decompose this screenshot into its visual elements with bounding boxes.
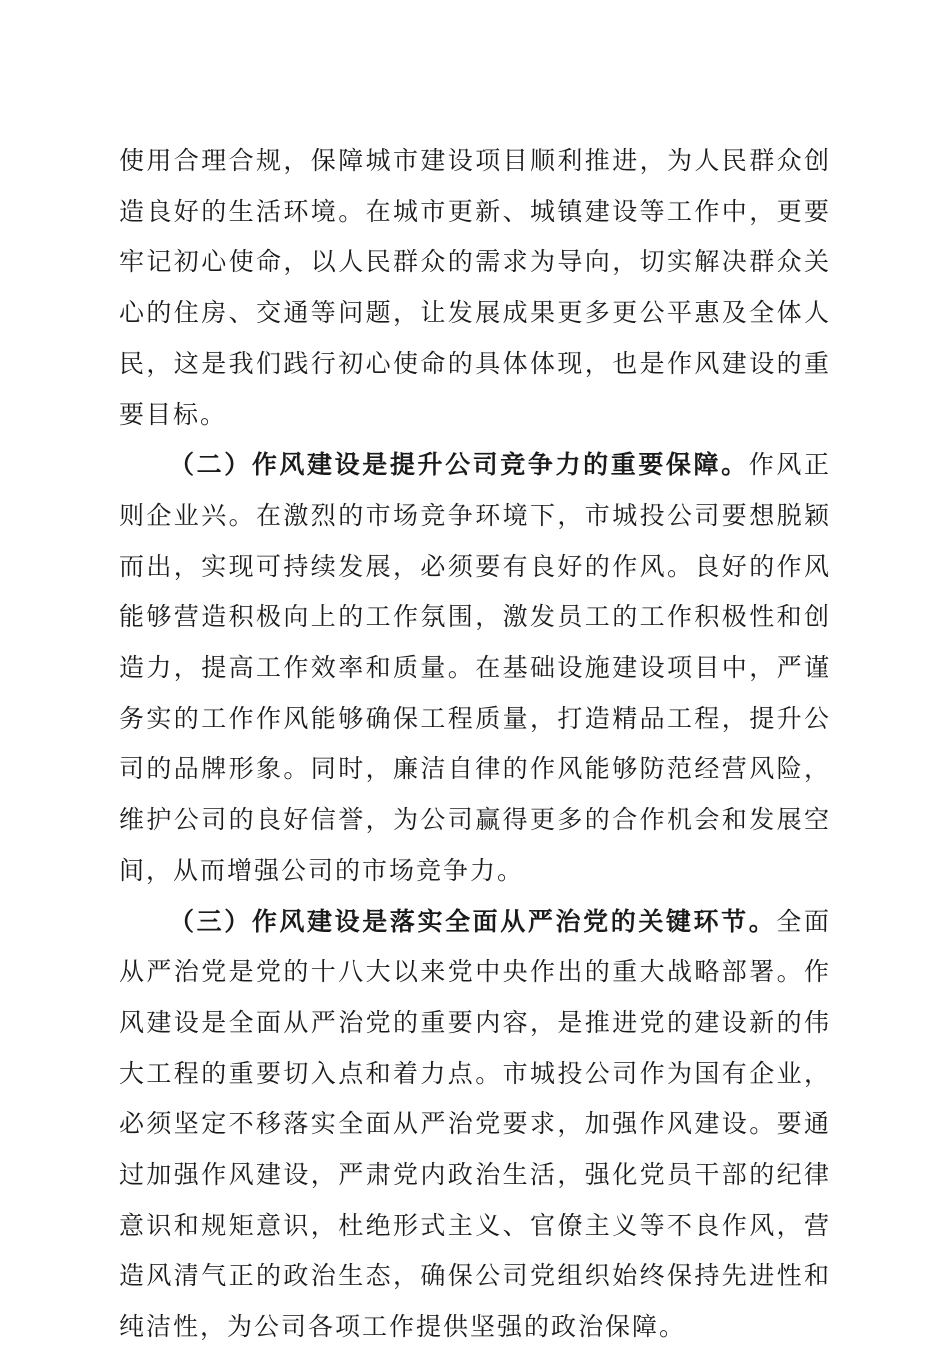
document-body <box>119 136 831 1353</box>
paragraph-3 <box>119 897 831 1353</box>
section-heading-3: （三）作风建设是落实全面从严治党的关键环节。 <box>169 906 777 936</box>
paragraph-2-body: 作风正则企业兴。在激烈的市场竞争环境下，市城投公司要想脱颖而出，实现可持续发展，必须要有良好的作风。良好的作风能够营造积极向上的工作氛围，激发员工的工作积极性和创造力，提高工作效率和质量。在基础设施建设项目中，严谨务实的工作作风能够确保工程质量，打造精品工程，提升公司的品牌形象。同时，廉洁自律的作风能够防范经营风险，维护公司的良好信誉，为公司赢得更多的合作机会和发展空间，从而增强公司的市场竞争力。 <box>119 450 831 885</box>
section-heading-2: （二）作风建设是提升公司竞争力的重要保障。 <box>169 450 749 480</box>
paragraph-3-body: 全面从严治党是党的十八大以来党中央作出的重大战略部署。作风建设是全面从严治党的重要内容，是推进党的建设新的伟大工程的重要切入点和着力点。市城投公司作为国有企业，必须坚定不移落实全面从严治党要求，加强作风建设。要通过加强作风建设，严肃党内政治生活，强化党员干部的纪律意识和规矩意识，杜绝形式主义、官僚主义等不良作风，营造风清气正的政治生态，确保公司党组织始终保持先进性和纯洁性，为公司各项工作提供坚强的政治保障。 <box>119 906 831 1342</box>
paragraph-1-body: 使用合理合规，保障城市建设项目顺利推进，为人民群众创造良好的生活环境。在城市更新、城镇建设等工作中，更要牢记初心使命，以人民群众的需求为导向，切实解决群众关心的住房、交通等问题，让发展成果更多更公平惠及全体人民，这是我们践行初心使命的具体体现，也是作风建设的重要目标。 <box>119 146 831 429</box>
paragraph-1 <box>119 136 831 440</box>
paragraph-2 <box>119 440 831 896</box>
